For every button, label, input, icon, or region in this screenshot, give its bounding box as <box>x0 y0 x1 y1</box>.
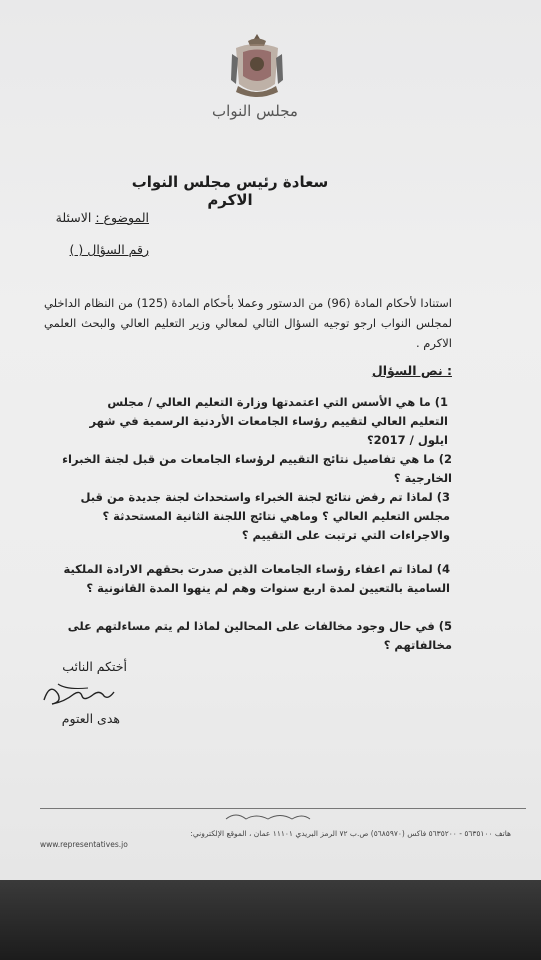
question-item: 4) لماذا تم اعفاء رؤساء الجامعات الذين صدرت بحقهم الارادة الملكية السامية بالتعيين لمدة اربع سنوات وهم لم ينهوا المدة القانونية ؟ <box>63 562 450 595</box>
jordan-coat-of-arms-icon <box>228 32 286 100</box>
letter-recipient-heading: سعادة رئيس مجلس النواب الاكرم <box>131 173 329 209</box>
closing-line: أختكم النائب <box>62 659 127 674</box>
subject-label: الموضوع : <box>95 210 149 225</box>
footer-divider <box>40 808 526 809</box>
question-item: 5) في حال وجود مخالفات على المحالين لماذا لم يتم مساءلتهم على مخالفاتهم ؟ <box>67 619 452 652</box>
question-item: 3) لماذا تم رفض نتائج لجنة الخبراء واستحداث لجنة جديدة من قبل مجلس التعليم العالي ؟ وماهي نتائج اللجنة الثانية المستحدثة ؟ والاجراءات التي ترتبت على التقييم ؟ <box>80 490 450 542</box>
photo-background-edge <box>0 880 541 960</box>
questions-label: : نص السؤال <box>371 363 452 378</box>
question-item: 2) ما هي تفاصيل نتائج التقييم لرؤساء الجامعات من قبل لجنة الخبراء الخارجية ؟ <box>62 452 452 485</box>
handwritten-signature <box>38 676 118 710</box>
question-item: 1) ما هي الأسس التي اعتمدتها وزارة التعليم العالي / مجلس التعليم العالي لتقييم رؤساء الجامعات الأردنية الرسمية في شهر ايلول / 2017؟ <box>89 395 448 447</box>
subject-line <box>56 210 149 225</box>
signer-name: هدى العتوم <box>61 711 120 726</box>
footer-contact: هاتف ٥٦٣٥١٠٠ - ٥٦٣٥٢٠٠ فاكس (٥٦٨٥٩٧٠) ص.ب ٧٢ الرمز البريدي ١١١٠١ عمان ، الموقع الإلكتروني: <box>190 829 511 838</box>
subject-value: الاسئلة <box>55 210 92 225</box>
footer-website: www.representatives.jo <box>40 840 128 849</box>
intro-paragraph: استنادا لأحكام المادة (96) من الدستور وعملا بأحكام المادة (125) من النظام الداخلي لمجلس النواب ارجو توجيه السؤال التالي لمعالي وزير التعليم العالي والبحث العلمي الاكرم . <box>44 296 452 350</box>
question-number: رقم السؤال ( ) <box>69 242 149 257</box>
parliament-footer-logo-icon <box>218 810 318 824</box>
parliament-logo-text: مجلس النواب <box>212 102 298 120</box>
